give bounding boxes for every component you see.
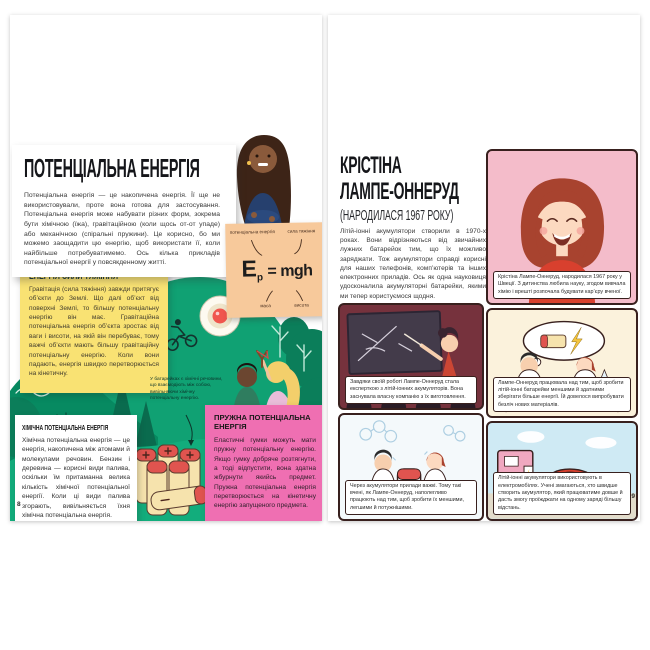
chapter-title-line1: КРІСТІНА [340,152,402,179]
chapter-subtitle: (НАРОДИЛАСЯ 1967 РОКУ) [340,207,454,225]
intro-paragraph: Потенціальна енергія — це накопичена енергія. Її ще не використовували, проте вона готова для застосування. Потенціальна енергія може набувати різних форм, зокрема бути хімічною (їжа), гравітаційною (коли щось от-от упаде) або механічною (спіральні пружини). Це корисно, бо ми можемо заощадити цю енергію, щоб використати її, коли найбільше потребуватимемо. Ось кілька прикладів потенціальної енергії у повсякденному житті. [24,192,220,267]
battery-note: У батарейках є хімічні речовини, що взаємодіють між собою, вивільняючи хімічну потенціальну енергію. [150,377,223,401]
title-card [12,145,236,277]
comic-panel-materials [338,413,484,521]
formula-label-potential: потенціальна енергія [229,229,275,235]
elastic-card-title: ПРУЖНА ПОТЕНЦІАЛЬНА ЕНЕРГІЯ [214,413,311,431]
comic-panel-lab [486,308,638,418]
formula-equation: $E_p$ = mgh [241,255,313,284]
chapter-title [340,153,545,224]
formula-label-height: висота [294,302,309,308]
page-number-left: 8 [17,501,21,508]
molecule-icon [360,421,465,442]
elastic-card-text: Еластичні гумки можуть мати пружну потенціальну енергію. Якщо гумку добряче розтягнути, а тоді відпустити, вона здатна жбурнути якийсь предмет. Пружна потенціальна енергія перетворюється на кінетичну енергію запущеного предмета. [214,436,316,510]
panel-caption: Завдяки своїй роботі Лампе-Оннеруд стала експерткою з літій-іонних акумуляторів. Вона заснувала власну компанію з їх виготовлення. [345,376,477,404]
gravity-energy-card [20,262,168,393]
formula-card [225,222,322,318]
comic-panel-electric-car [486,421,638,521]
page-title: ПОТЕНЦІАЛЬНА ЕНЕРГІЯ [24,153,200,183]
chemical-energy-card [15,415,137,521]
comic-panel-classroom [338,303,484,410]
elastic-energy-card [205,405,322,521]
right-page [328,15,640,521]
chemical-card-title: ХІМІЧНА ПОТЕНЦІАЛЬНА ЕНЕРГІЯ [22,423,109,432]
chemical-card-text: Хімічна потенціальна енергія — це енергія, накопичена між атомами й молекулами речовин. Бензин і деревина — корисні види палива, оскільки їм притаманна велика кількість хімічної потенціальної енергії. Коли ці види палива згорають, вивільняється їхня хімічна потенціальна енергія. [22,437,130,519]
formula-label-mass: маса [260,303,271,309]
panel-caption: Лампе-Оннеруд працювала над тим, щоб зробити літій-іонні батарейки меншими й здатними зберігати більше енергії. Їй довелося випробувати безліч нових матеріалів. [493,377,631,412]
page-number-right: 9 [631,493,635,500]
panel-caption: Літій-іонні акумулятори використовують в електромобілях. Учені змагаються, хто швидше створить акумулятор, який працюватиме довше й дасть змогу проїжджати на одному заряді більшу відстань. [493,472,631,515]
chapter-intro: Літій-іонні акумулятори створили в 1970-х роках. Вони відрізняються від звичайних лужних батарейок тим, що їх можливо заряджати. Тож акумулятори справді корисні для наших телефонів, комп’ютерів та інших електронних приладів. Ось як одна науковиця удосконалила акумуляторні батарейки, якими ми тепер користуємося щодня. [340,228,486,300]
chapter-title-line2: ЛАМПЕ-ОННЕРУД [340,177,459,205]
gravity-card-text: Гравітація (сила тяжіння) завжди притягує об’єкти до Землі. Що далі об’єкт від поверхні Землі, то більшу потенціальну енергію він має. Гравітаційна потенціальна енергія об’єкта зростає від ваги і висоти, на якій він перебуває, тому важчі об’єкти мають більшу гравітаційну потенціальну енергію. Коли вони падають, енергія швидко перетворюється на кінетичну. [29,286,159,378]
panel-caption: Через акумулятори прилади важкі. Тому такі вчені, як Лампе-Оннеруд, наполегливо працюють над тим, щоб зробити їх меншими, легшими й потужнішими. [345,480,477,515]
panel-caption: Крістіна Лампе-Оннеруд, народилася 1967 року у Швеції. З дитинства любила науку, згодом вивчала хімію і врешті розпочала будувати кар’єру вченої. [493,271,631,299]
batteries-illustration [136,445,211,515]
left-page [10,15,322,521]
formula-label-gravity: сила тяжіння [287,228,316,234]
